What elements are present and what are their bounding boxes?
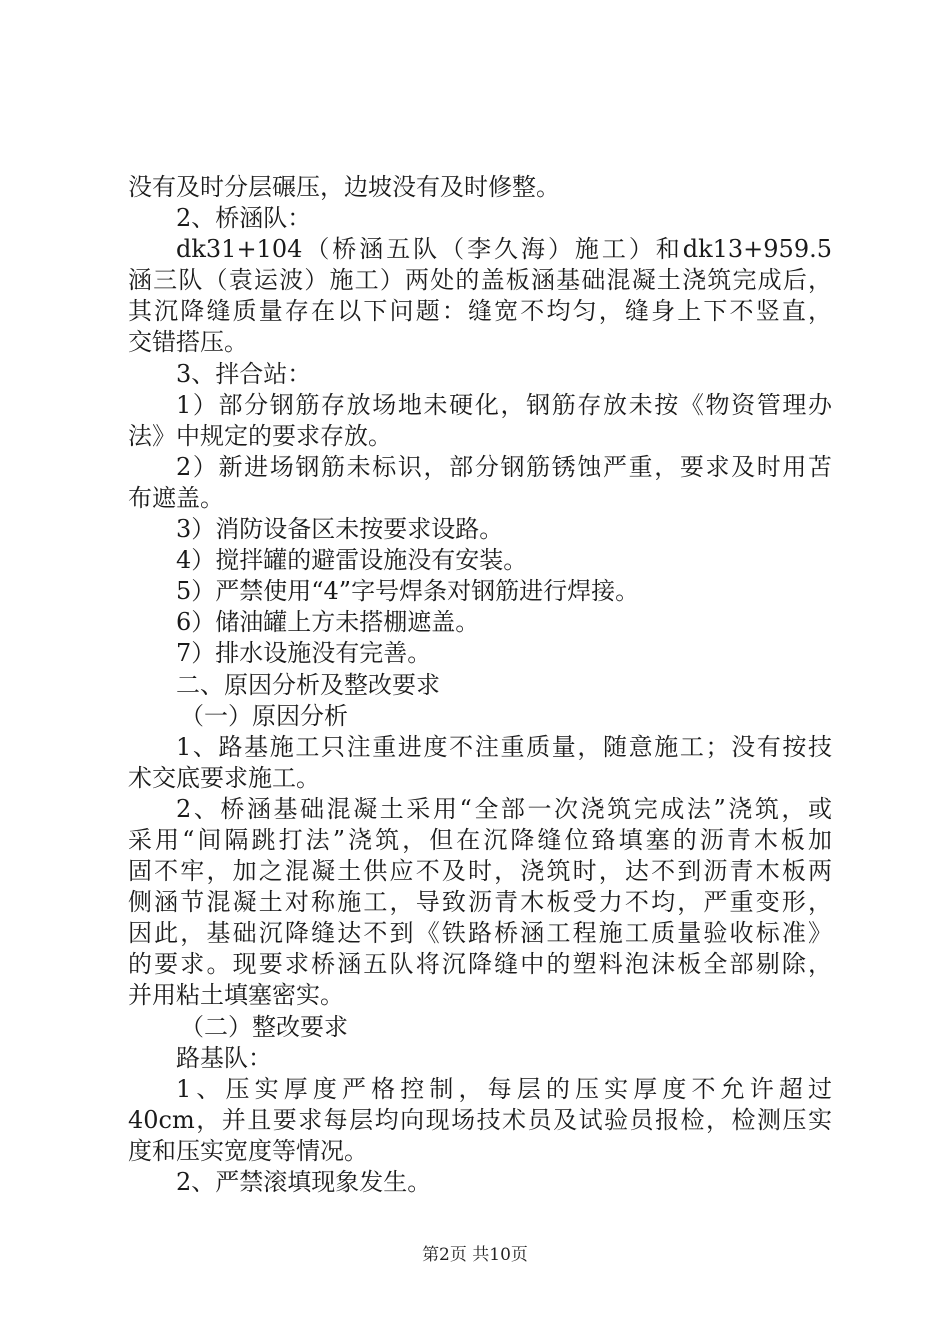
text-line: 度和压实宽度等情况。 (128, 1136, 368, 1165)
text-line: 其沉降缝质量存在以下问题：缝宽不均匀，缝身上下不竖直， (128, 297, 832, 326)
text-line: 涵三队（袁运波）施工）两处的盖板涵基础混凝土浇筑完成后， (128, 266, 832, 295)
text-line: 的要求。现要求桥涵五队将沉降缝中的塑料泡沫板全部剔除， (128, 950, 832, 979)
text-line: dk31+104（桥涵五队（李久海）施工）和dk13+959.5 (176, 235, 832, 264)
document-body (128, 172, 832, 1198)
text-line: 1）部分钢筋存放场地未硬化，钢筋存放未按《物资管理办 (176, 390, 832, 419)
text-line: 路基队： (176, 1043, 272, 1072)
text-line: 2、严禁滚填现象发生。 (176, 1168, 432, 1196)
text-line: 法》中规定的要求存放。 (128, 421, 392, 450)
subsection-heading: （二）整改要求 (180, 1012, 348, 1041)
text-line: 交错搭压。 (128, 328, 248, 357)
text-line: 2）新进场钢筋未标识，部分钢筋锈蚀严重，要求及时用苫 (176, 452, 832, 481)
text-line: 3）消防设备区未按要求设路。 (176, 515, 504, 544)
section-heading: 二、原因分析及整改要求 (176, 670, 440, 699)
text-line: 1、压实厚度严格控制，每层的压实厚度不允许超过 (176, 1074, 832, 1103)
text-line: 没有及时分层碾压，边坡没有及时修整。 (128, 173, 560, 201)
text-line: 2、桥涵队： (176, 204, 312, 233)
subsection-heading: （一）原因分析 (180, 701, 348, 730)
text-line: 7）排水设施没有完善。 (176, 639, 432, 668)
page-number-footer: 第2页 共10页 (422, 1245, 528, 1265)
text-line: 因此，基础沉降缝达不到《铁路桥涵工程施工质量验收标准》 (128, 919, 832, 948)
text-line: 布遮盖。 (128, 483, 224, 512)
text-line: 固不牢，加之混凝土供应不及时，浇筑时，达不到沥青木板两 (128, 857, 832, 886)
text-line: 采用“间隔跳打法”浇筑，但在沉降缝位臵填塞的沥青木板加 (128, 825, 832, 854)
text-line: 2、桥涵基础混凝土采用“全部一次浇筑完成法”浇筑，或 (176, 794, 832, 823)
text-line: 并用粘土填塞密实。 (128, 981, 344, 1010)
text-line: 3、拌合站： (176, 359, 312, 388)
text-line: 侧涵节混凝土对称施工，导致沥青木板受力不均，严重变形， (128, 888, 832, 917)
text-line: 40cm，并且要求每层均向现场技术员及试验员报检，检测压实 (128, 1105, 832, 1134)
text-line: 6）储油罐上方未搭棚遮盖。 (176, 608, 480, 637)
text-line: 术交底要求施工。 (128, 763, 320, 792)
text-line: 4）搅拌罐的避雷设施没有安装。 (176, 546, 528, 575)
text-line: 1、路基施工只注重进度不注重质量，随意施工；没有按技 (176, 732, 832, 761)
text-line: 5）严禁使用“4”字号焊条对钢筋进行焊接。 (176, 577, 640, 606)
